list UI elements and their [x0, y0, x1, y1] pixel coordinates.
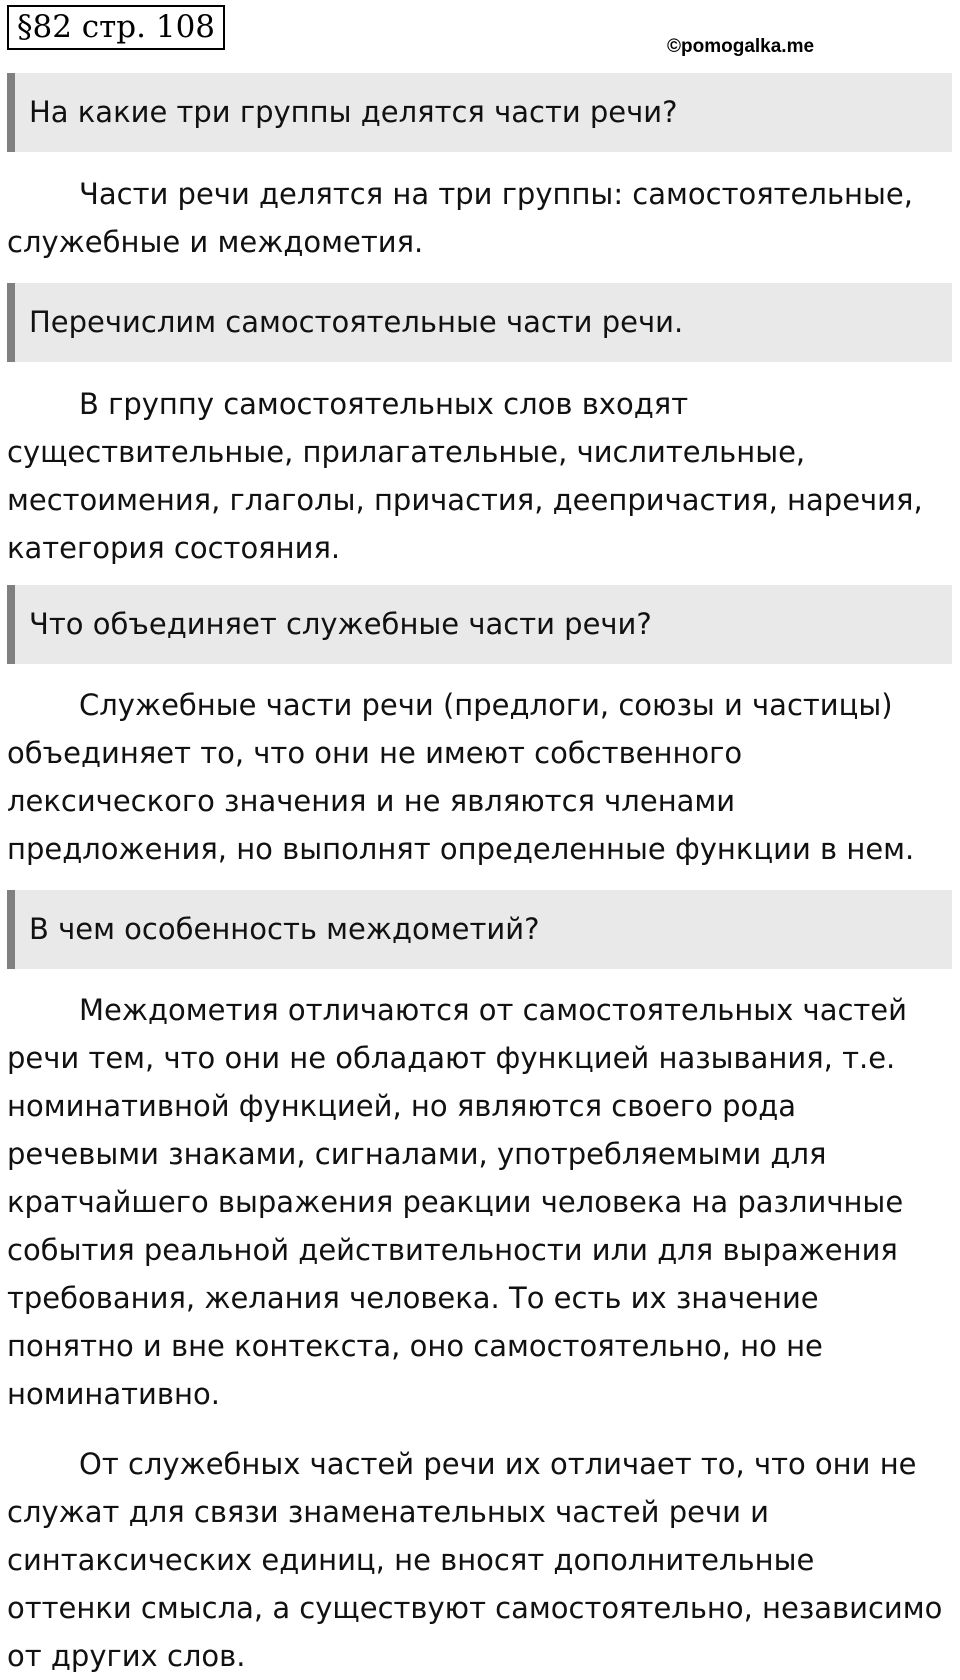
site-watermark: ©pomogalka.me [667, 36, 815, 57]
question-3: Что объединяет служебные части речи? [7, 585, 952, 664]
answer-4-paragraph-1: Междометия отличаются от самостоятельных частей речи тем, что они не обладают функцией называния, т.е. номинативной функцией, но являются своего рода речевыми знаками, сигналами, употребляемыми для кратчайшего выражения реакции человека на различные события реальной действительности или для выражения требования, желания человека. То есть их значение понятно и вне контекста, оно самостоятельно, но не номинативно. [7, 993, 907, 1411]
answer-2: В группу самостоятельных слов входят существительные, прилагательные, числительные, местоимения, глаголы, причастия, деепричастия, наречия, категория состояния. [7, 387, 923, 565]
answer-4-paragraph-2: От служебных частей речи их отличает то, что они не служат для связи знаменательных частей речи и синтаксических единиц, не вносят дополнительные оттенки смысла, а существуют самостоятельно, независимо от других слов. [7, 1447, 943, 1673]
qa-content [7, 73, 952, 1680]
section-page-label: §82 стр. 108 [7, 5, 225, 50]
answer-3: Служебные части речи (предлоги, союзы и частицы) объединяет то, что они не имеют собственного лексического значения и не являются членами предложения, но выполнят определенные функции в нем. [7, 688, 915, 866]
answer-1: Части речи делятся на три группы: самостоятельные, служебные и междометия. [7, 177, 913, 259]
question-1: На какие три группы делятся части речи? [7, 73, 952, 152]
question-2: Перечислим самостоятельные части речи. [7, 283, 952, 362]
question-4: В чем особенность междометий? [7, 890, 952, 969]
